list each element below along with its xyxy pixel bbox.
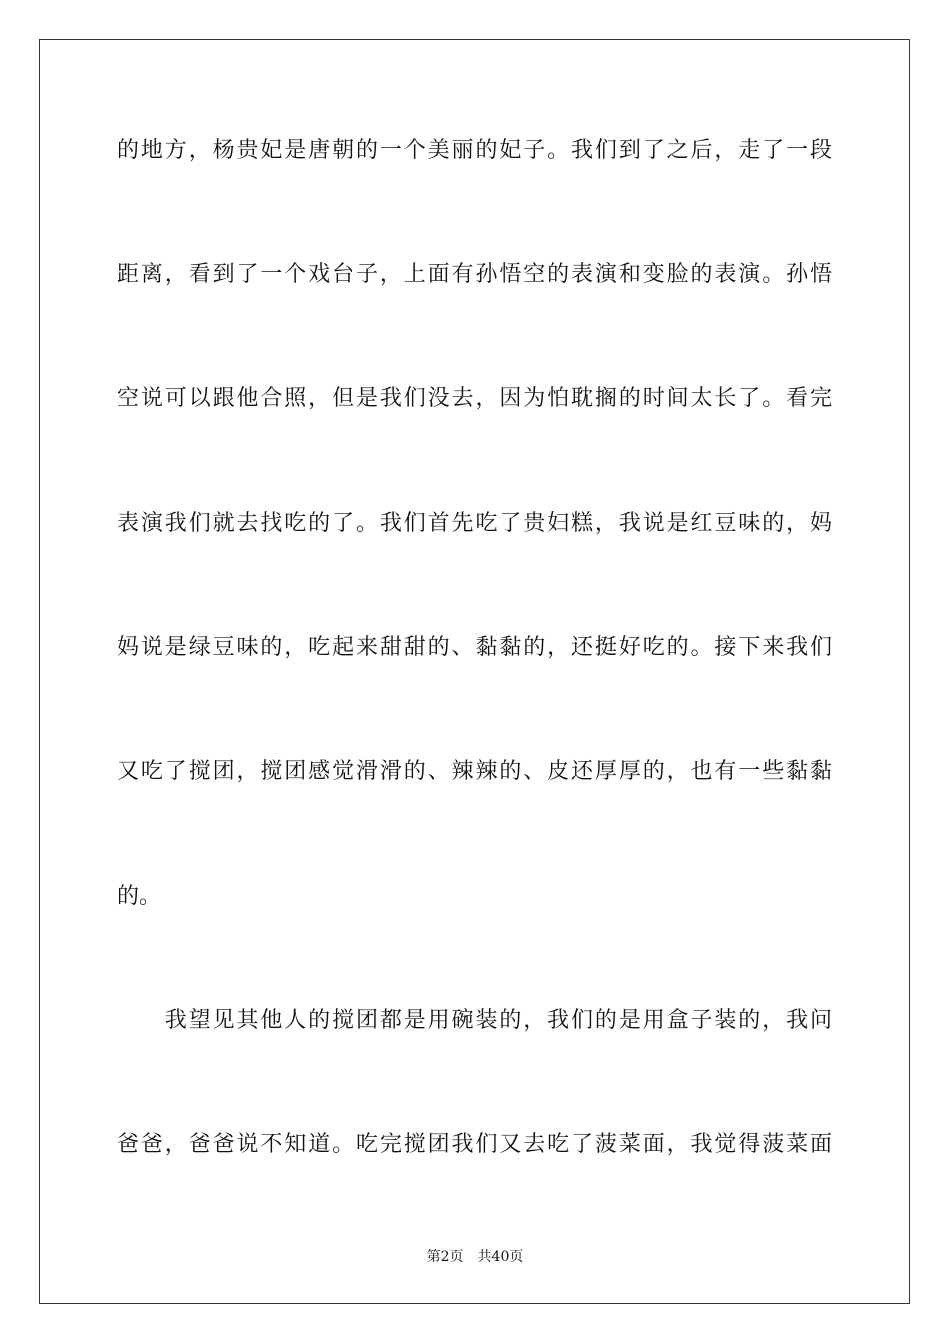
page-total: 共40页 [477,1249,524,1265]
text-line-8: 我望见其他人的搅团都是用碗装的，我们的是用盒子装的，我问 [117,1008,832,1033]
page-footer [0,1248,950,1266]
page-border [39,39,910,1304]
text-line-2: 距离，看到了一个戏台子，上面有孙悟空的表演和变脸的表演。孙悟 [117,262,832,287]
text-line-7: 的。 [117,884,162,909]
text-line-1: 的地方，杨贵妃是唐朝的一个美丽的妃子。我们到了之后，走了一段 [117,138,832,163]
text-line-6: 又吃了搅团，搅团感觉滑滑的、辣辣的、皮还厚厚的，也有一些黏黏 [117,759,832,784]
text-line-5: 妈说是绿豆味的，吃起来甜甜的、黏黏的，还挺好吃的。接下来我们 [117,635,832,660]
text-line-9: 爸爸，爸爸说不知道。吃完搅团我们又去吃了菠菜面，我觉得菠菜面 [117,1132,832,1157]
text-line-4: 表演我们就去找吃的了。我们首先吃了贵妇糕，我说是红豆味的，妈 [117,511,832,536]
page-number: 第2页 [426,1249,464,1265]
text-line-3: 空说可以跟他合照，但是我们没去，因为怕耽搁的时间太长了。看完 [117,386,832,411]
